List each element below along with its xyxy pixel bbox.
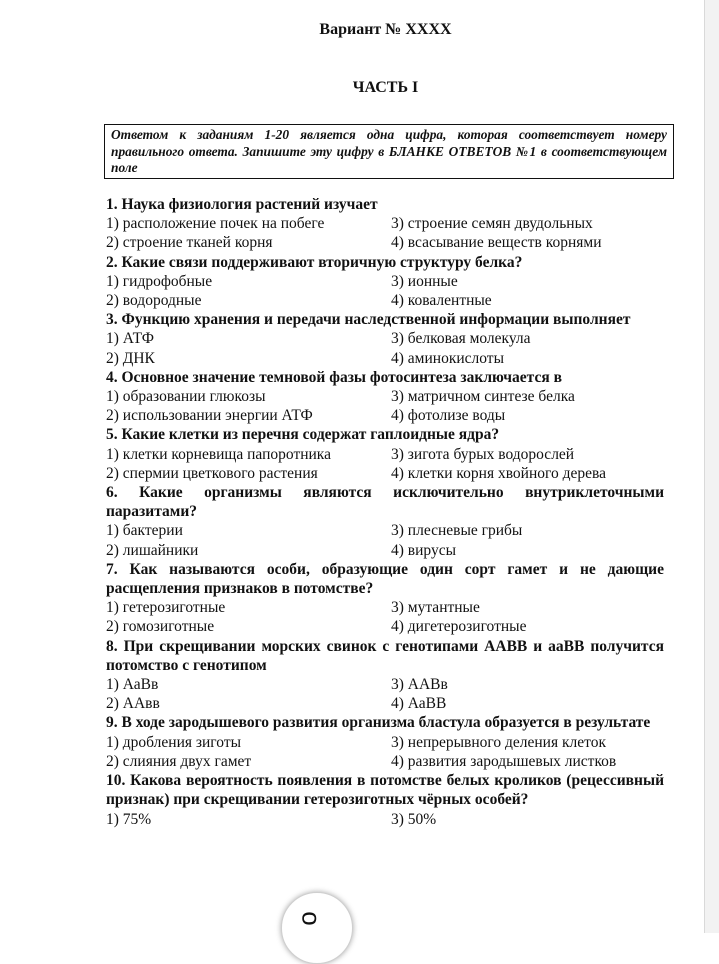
part-title: ЧАСТЬ I xyxy=(352,79,419,96)
answer-row xyxy=(106,272,664,291)
answer-option: 1) АаВв xyxy=(106,676,159,694)
answer-option: 4) дигетерозиготные xyxy=(391,618,527,636)
answer-option: 2) слияния двух гамет xyxy=(106,752,252,770)
answer-option: 3) белковая молекула xyxy=(391,330,531,348)
answer-option: 2) ААвв xyxy=(106,695,160,713)
question-text: 4. Основное значение темновой фазы фотосинтеза заключается в xyxy=(106,368,562,386)
answer-option: 1) клетки корневища папоротника xyxy=(106,445,331,463)
question-1 xyxy=(106,195,664,253)
answer-option: 4) фотолизе воды xyxy=(391,407,506,425)
question-text: 9. В ходе зародышевого развития организма бластула образуется в результате xyxy=(106,714,651,732)
instruction-box: Ответом к заданиям 1-20 является одна цифра, которая соответствует номеру правильного ответа. Запишите эту цифру в БЛАНКЕ ОТВЕТОВ №1 в соответствующем поле xyxy=(104,124,674,179)
question-6 xyxy=(106,483,664,560)
answer-option: 2) спермии цветкового растения xyxy=(106,464,318,482)
page-indicator-button[interactable] xyxy=(281,892,353,964)
question-text: 2. Какие связи поддерживают вторичную структуру белка? xyxy=(106,253,523,271)
answer-option: 3) мутантные xyxy=(391,599,480,617)
answer-option: 3) строение семян двудольных xyxy=(391,215,593,233)
answer-option: 3) 50% xyxy=(391,810,437,828)
answer-option: 1) образовании глюкозы xyxy=(106,388,266,406)
answer-row xyxy=(106,233,664,252)
answer-option: 3) плесневые грибы xyxy=(391,522,523,540)
answer-option: 4) развития зародышевых листков xyxy=(391,752,617,770)
question-10 xyxy=(106,771,664,829)
answer-option: 3) зигота бурых водорослей xyxy=(391,445,575,463)
answer-option: 4) всасывание веществ корнями xyxy=(391,234,602,252)
question-text: 3. Функцию хранения и передачи наследственной информации выполняет xyxy=(106,311,631,329)
question-4 xyxy=(106,368,664,426)
answer-row xyxy=(106,291,664,310)
answer-row xyxy=(106,675,664,694)
answer-row xyxy=(106,445,664,464)
questions-list xyxy=(106,195,664,829)
question-8 xyxy=(106,637,664,714)
answer-option: 1) АТФ xyxy=(106,330,154,348)
answer-row xyxy=(106,733,664,752)
answer-option: 2) строение тканей корня xyxy=(106,234,273,252)
answer-option: 3) непрерывного деления клеток xyxy=(391,733,606,751)
answer-row xyxy=(106,598,664,617)
answer-row xyxy=(106,406,664,425)
answer-option: 1) 75% xyxy=(106,810,152,828)
answer-option: 3) ААВв xyxy=(391,676,448,694)
question-7 xyxy=(106,560,664,637)
answer-option: 1) расположение почек на побеге xyxy=(106,215,325,233)
answer-row xyxy=(106,349,664,368)
answer-row xyxy=(106,214,664,233)
answer-option: 4) АаВВ xyxy=(391,695,447,713)
answer-option: 4) клетки корня хвойного дерева xyxy=(391,464,606,482)
question-text: 8. При скрещивании морских свинок с генотипами ААВВ и ааВВ получится потомство с генотипом xyxy=(106,637,664,674)
answer-option: 4) вирусы xyxy=(391,541,456,559)
answer-option: 2) гомозиготные xyxy=(106,618,215,636)
answer-row xyxy=(106,329,664,348)
answer-row xyxy=(106,521,664,540)
answer-option: 4) ковалентные xyxy=(391,292,492,310)
viewer-edge xyxy=(704,0,719,933)
question-text: 1. Наука физиология растений изучает xyxy=(106,196,378,213)
answer-option: 2) ДНК xyxy=(106,349,155,367)
answer-option: 1) гетерозиготные xyxy=(106,599,226,617)
answer-option: 1) гидрофобные xyxy=(106,272,213,290)
answer-row xyxy=(106,810,664,829)
answer-row xyxy=(106,752,664,771)
question-3 xyxy=(106,310,664,368)
answer-row xyxy=(106,464,664,483)
answer-option: 2) водородные xyxy=(106,292,202,310)
question-text: 5. Какие клетки из перечня содержат гаплоидные ядра? xyxy=(106,426,500,444)
answer-row xyxy=(106,387,664,406)
answer-option: 1) дробления зиготы xyxy=(106,733,242,751)
answer-option: 2) лишайники xyxy=(106,541,199,559)
question-text: 10. Какова вероятность появления в потомстве белых кроликов (рецессивный признак) при скрещивании гетерозиготных чёрных особей? xyxy=(106,772,664,809)
answer-option: 2) использовании энергии АТФ xyxy=(106,407,313,425)
question-text: 6. Какие организмы являются исключительно внутриклеточными паразитами? xyxy=(106,484,664,521)
question-2 xyxy=(106,253,664,311)
answer-option: 4) аминокислоты xyxy=(391,349,504,367)
variant-title: Вариант № XXXX xyxy=(319,21,452,38)
answer-option: 3) матричном синтезе белка xyxy=(391,388,575,406)
answer-option: 3) ионные xyxy=(391,272,458,290)
answer-row xyxy=(106,617,664,636)
question-9 xyxy=(106,713,664,771)
answer-row xyxy=(106,694,664,713)
answer-row xyxy=(106,541,664,560)
page-indicator-label: o xyxy=(296,911,327,926)
question-text: 7. Как называются особи, образующие один сорт гамет и не дающие расщепления признаков в потомстве? xyxy=(106,560,664,598)
answer-option: 1) бактерии xyxy=(106,522,183,540)
question-5 xyxy=(106,425,664,483)
